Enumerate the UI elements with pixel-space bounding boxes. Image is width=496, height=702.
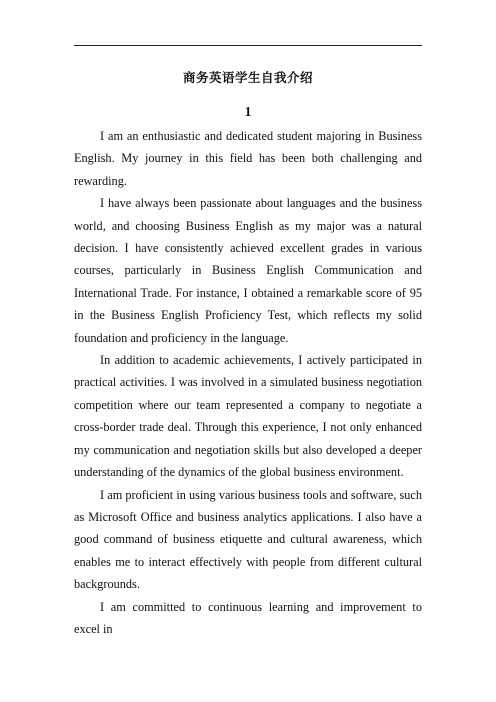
paragraph-intro: I am an enthusiastic and dedicated student majoring in Business English. My journey in this field has been both challenging and rewarding.	[74, 129, 422, 188]
paragraph-academics: I have always been passionate about languages and the business world, and choosing Business English as my major was a natural decision. I have consistently achieved excellent grades in various courses, particularly in Business English Communication and International Trade. For instance, I obtained a remarkable score of 95 in the Business English Proficiency Test, which reflects my solid foundation and proficiency in the language.	[74, 196, 422, 345]
paragraph-commitment: I am committed to continuous learning and improvement to excel in	[74, 599, 422, 636]
paragraph-skills: I am proficient in using various business tools and software, such as Microsoft Office and business analytics applications. I also have a good command of business etiquette and cultural awareness, which enables me to interact effectively with people from different cultural backgrounds.	[74, 487, 422, 592]
body-text	[74, 125, 422, 640]
document-title: 商务英语学生自我介绍	[182, 70, 313, 85]
paragraph-practical: In addition to academic achievements, I actively participated in practical activities. I was involved in a simulated business negotiation competition where our team represented a company to negotiate a cross-border trade deal. Through this experience, I not only enhanced my communication and negotiation skills but also developed a deeper understanding of the dynamics of the global business environment.	[74, 353, 422, 480]
header-rule	[74, 45, 422, 46]
section-number: 1	[244, 104, 252, 119]
